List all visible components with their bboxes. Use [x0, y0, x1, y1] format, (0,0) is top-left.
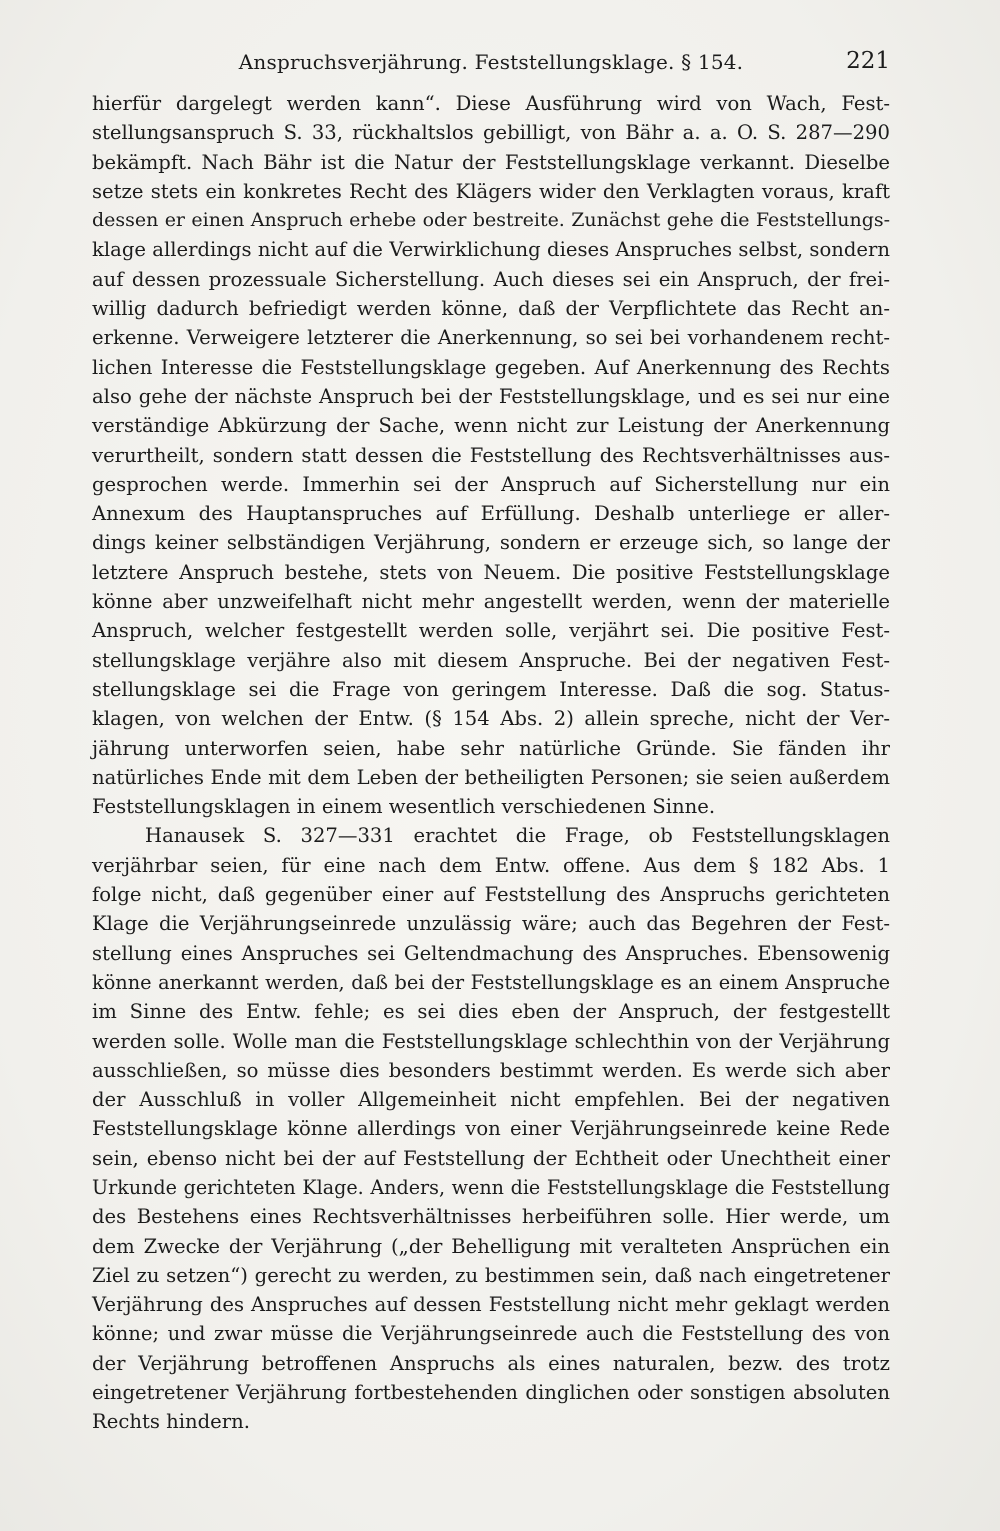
text-line: Anspruch, welcher festgestellt werden solle, verjährt sei. Die positive Fest-: [92, 619, 890, 643]
text-line: auf dessen prozessuale Sicherstellung. Auch dieses sei ein Anspruch, der frei-: [92, 267, 890, 291]
text-line: Verjährung des Anspruches auf dessen Feststellung nicht mehr geklagt werden: [92, 1293, 890, 1317]
text-line: dings keiner selbständigen Verjährung, sondern er erzeuge sich, so lange der: [92, 531, 890, 555]
text-line: dem Zwecke der Verjährung („der Behelligung mit veralteten Ansprüchen ein: [92, 1234, 890, 1258]
text-line: stellungsklage sei die Frage von geringem Interesse. Daß die sog. Status-: [92, 677, 890, 701]
text-line: bekämpft. Nach Bähr ist die Natur der Feststellungsklage verkannt. Dieselbe: [92, 150, 890, 174]
text-line: der Verjährung betroffenen Anspruchs als eines naturalen, bezw. des trotz: [92, 1351, 890, 1375]
text-line: könne anerkannt werden, daß bei der Feststellungsklage es an einem Anspruche: [92, 970, 890, 994]
text-line: könne aber unzweifelhaft nicht mehr angestellt werden, wenn der materielle: [92, 590, 890, 614]
text-line: jährung unterworfen seien, habe sehr natürliche Gründe. Sie fänden ihr: [92, 736, 890, 760]
text-line: stellung eines Anspruches sei Geltendmachung des Anspruches. Ebensowenig: [92, 941, 890, 965]
text-line: gesprochen werde. Immerhin sei der Anspruch auf Sicherstellung nur ein: [92, 472, 890, 496]
text-line: im Sinne des Entw. fehle; es sei dies eben der Anspruch, der festgestellt: [92, 1000, 890, 1024]
text-line: Annexum des Hauptanspruches auf Erfüllung. Deshalb unterliege er aller-: [92, 502, 890, 526]
text-line: klage allerdings nicht auf die Verwirklichung dieses Anspruches selbst, sondern: [92, 238, 890, 262]
text-line: also gehe der nächste Anspruch bei der Feststellungsklage, und es sei nur eine: [92, 384, 890, 408]
text-line: verurtheilt, sondern statt dessen die Feststellung des Rechtsverhältnisses aus-: [92, 443, 890, 467]
paragraph-end-line: Rechts hindern.: [92, 1410, 250, 1434]
text-line: eingetretener Verjährung fortbestehenden dinglichen oder sonstigen absoluten: [92, 1381, 890, 1405]
text-line: natürliches Ende mit dem Leben der betheiligten Personen; sie seien außerdem: [92, 765, 890, 789]
text-line: Klage die Verjährungseinrede unzulässig wäre; auch das Begehren der Fest-: [92, 912, 890, 936]
text-line: sein, ebenso nicht bei der auf Feststellung der Echtheit oder Unechtheit einer: [92, 1146, 890, 1170]
page-number: 221: [846, 48, 890, 74]
text-line: Feststellungsklage könne allerdings von einer Verjährungseinrede keine Rede: [92, 1117, 890, 1141]
text-line: stellungsanspruch S. 33, rückhaltslos gebilligt, von Bähr a. a. O. S. 287—290: [92, 121, 890, 145]
text-line: folge nicht, daß gegenüber einer auf Feststellung des Anspruchs gerichteten: [92, 883, 890, 907]
text-line: letztere Anspruch bestehe, stets von Neuem. Die positive Feststellungsklage: [92, 560, 890, 584]
text-line: verjährbar seien, für eine nach dem Entw. offene. Aus dem § 182 Abs. 1: [92, 853, 890, 877]
text-line: setze stets ein konkretes Recht des Klägers wider den Verklagten voraus, kraft: [92, 179, 890, 203]
paragraph-start-line: Hanausek S. 327—331 erachtet die Frage, ob Feststellungsklagen: [145, 824, 890, 848]
text-line: des Bestehens eines Rechtsverhältnisses herbeiführen solle. Hier werde, um: [92, 1205, 890, 1229]
paragraph-end-line: Feststellungsklagen in einem wesentlich verschiedenen Sinne.: [92, 795, 716, 819]
running-head: Anspruchsverjährung. Feststellungsklage. § 154.: [238, 50, 744, 74]
text-line: stellungsklage verjähre also mit diesem Anspruche. Bei der negativen Fest-: [92, 648, 890, 672]
text-line: erkenne. Verweigere letzterer die Anerkennung, so sei bei vorhandenem recht-: [92, 326, 890, 350]
text-line: willig dadurch befriedigt werden könne, daß der Verpflichtete das Recht an-: [92, 297, 890, 321]
text-line: könne; und zwar müsse die Verjährungseinrede auch die Feststellung des von: [92, 1322, 890, 1346]
text-line: klagen, von welchen der Entw. (§ 154 Abs. 2) allein spreche, nicht der Ver-: [92, 707, 890, 731]
text-line: ausschließen, so müsse dies besonders bestimmt werden. Es werde sich aber: [92, 1058, 890, 1082]
text-line: verständige Abkürzung der Sache, wenn nicht zur Leistung der Anerkennung: [92, 414, 890, 438]
text-line: lichen Interesse die Feststellungsklage gegeben. Auf Anerkennung des Rechts: [92, 355, 890, 379]
body-text: [92, 89, 890, 1437]
page-header: [92, 46, 890, 80]
text-line: dessen er einen Anspruch erhebe oder bestreite. Zunächst gehe die Feststellungs-: [92, 209, 890, 232]
text-line: der Ausschluß in voller Allgemeinheit nicht empfehlen. Bei der negativen: [92, 1088, 890, 1112]
text-line: werden solle. Wolle man die Feststellungsklage schlechthin von der Verjährung: [92, 1029, 890, 1053]
text-line: hierfür dargelegt werden kann“. Diese Ausführung wird von Wach, Fest-: [92, 92, 890, 115]
text-line: Urkunde gerichteten Klage. Anders, wenn die Feststellungsklage die Feststellung: [92, 1175, 890, 1199]
text-line: Ziel zu setzen“) gerecht zu werden, zu bestimmen sein, daß nach eingetretener: [92, 1263, 890, 1287]
